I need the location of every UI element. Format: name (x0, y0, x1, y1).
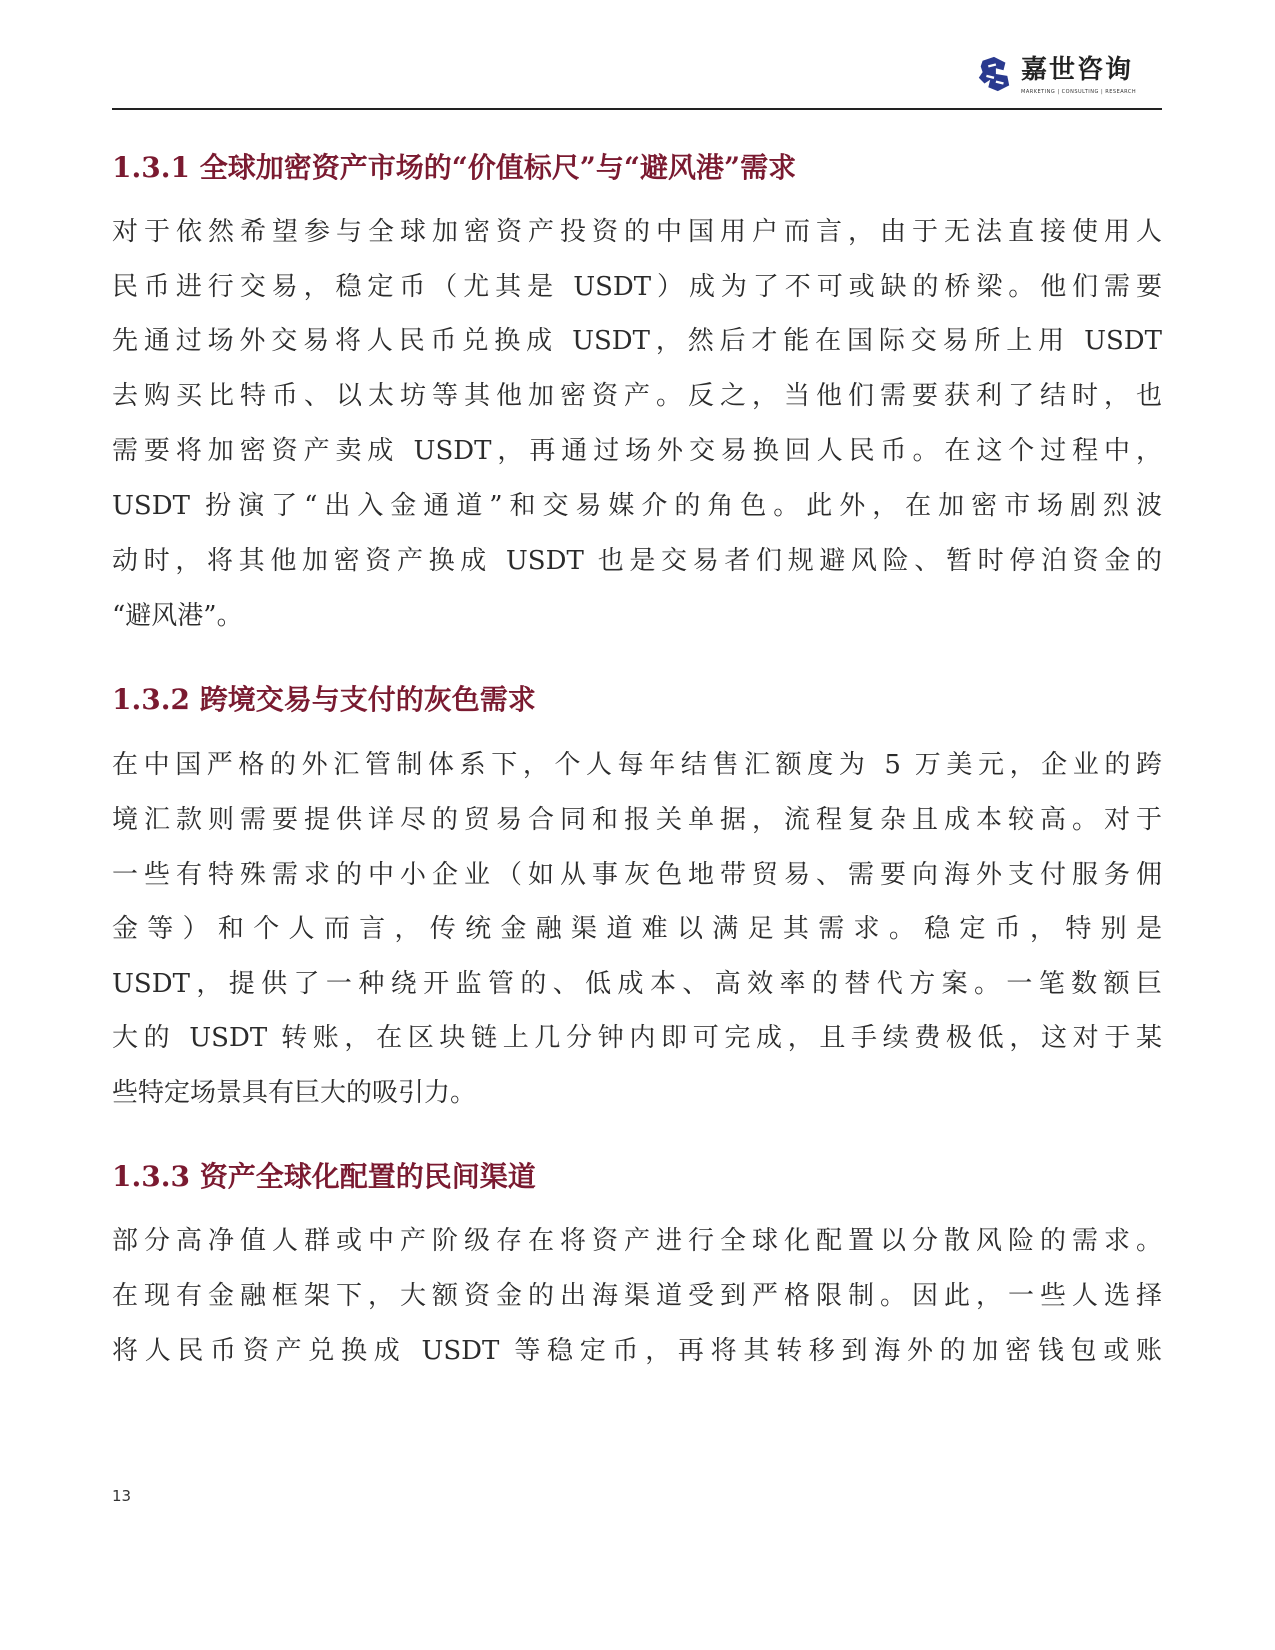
page-number: 13 (112, 1487, 132, 1505)
paragraph-line: 需要将加密资产卖成 USDT，再通过场外交易换回人民币。在这个过程中， (112, 436, 1162, 466)
paragraph-line: USDT，提供了一种绕开监管的、低成本、高效率的替代方案。一笔数额巨 (112, 969, 1162, 999)
company-logo (975, 55, 1136, 95)
paragraph-line: 些特定场景具有巨大的吸引力。 (112, 1078, 477, 1108)
paragraph-line: 在中国严格的外汇管制体系下，个人每年结售汇额度为 5 万美元，企业的跨 (112, 750, 1162, 780)
logo-tagline: MARKETING | CONSULTING | RESEARCH (1021, 89, 1137, 95)
section-heading: 1.3.3 资产全球化配置的民间渠道 (112, 1160, 536, 1193)
paragraph-line: 金等）和个人而言，传统金融渠道难以满足其需求。稳定币，特别是 (112, 914, 1162, 944)
section-heading: 1.3.2 跨境交易与支付的灰色需求 (112, 683, 536, 716)
paragraph-line: 境汇款则需要提供详尽的贸易合同和报关单据，流程复杂且成本较高。对于 (112, 805, 1162, 835)
paragraph-line: 将人民币资产兑换成 USDT 等稳定币，再将其转移到海外的加密钱包或账 (112, 1336, 1162, 1366)
paragraph-line: USDT 扮演了“出入金通道”和交易媒介的角色。此外，在加密市场剧烈波 (112, 491, 1162, 521)
paragraph-line: 民币进行交易，稳定币（尤其是 USDT）成为了不可或缺的桥梁。他们需要 (112, 272, 1162, 302)
paragraph-line: 大的 USDT 转账，在区块链上几分钟内即可完成，且手续费极低，这对于某 (112, 1023, 1162, 1053)
section-heading: 1.3.1 全球加密资产市场的“价值标尺”与“避风港”需求 (112, 151, 797, 184)
paragraph-line: 对于依然希望参与全球加密资产投资的中国用户而言，由于无法直接使用人 (112, 217, 1162, 247)
paragraph-line: 动时，将其他加密资产换成 USDT 也是交易者们规避风险、暂时停泊资金的 (112, 546, 1162, 576)
paragraph-line: 部分高净值人群或中产阶级存在将资产进行全球化配置以分散风险的需求。 (112, 1226, 1162, 1256)
paragraph-line: 一些有特殊需求的中小企业（如从事灰色地带贸易、需要向海外支付服务佣 (112, 860, 1162, 890)
paragraph-line: 先通过场外交易将人民币兑换成 USDT，然后才能在国际交易所上用 USDT (112, 326, 1162, 356)
paragraph-line: 在现有金融框架下，大额资金的出海渠道受到严格限制。因此，一些人选择 (112, 1281, 1162, 1311)
logo-mark-icon (975, 55, 1013, 93)
paragraph-line: 去购买比特币、以太坊等其他加密资产。反之，当他们需要获利了结时，也 (112, 381, 1162, 411)
header-divider (112, 108, 1162, 110)
paragraph-line: “避风港”。 (112, 601, 243, 631)
logo-name: 嘉世咨询 (1021, 55, 1134, 85)
